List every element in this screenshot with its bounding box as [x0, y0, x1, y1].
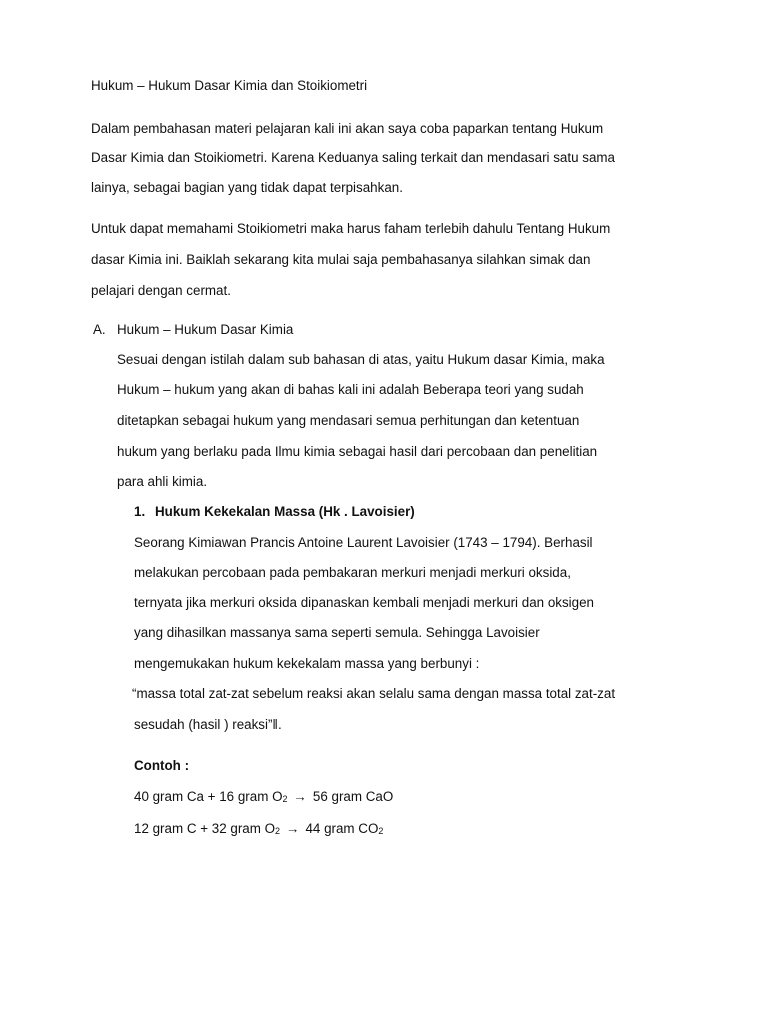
equation-lhs: 40 gram Ca + 16 gram O: [134, 789, 283, 804]
paragraph2-line-1: Untuk dapat memahami Stoikiometri maka harus faham terlebih dahulu Tentang Hukum: [91, 221, 611, 236]
law-quote-line-2: sesudah (hasil ) reaksi”‖.: [134, 717, 282, 732]
subsection-1-marker: 1.: [134, 504, 146, 519]
paragraph2-line-2: dasar Kimia ini. Baiklah sekarang kita mulai saja pembahasanya silahkan simak dan: [91, 252, 591, 267]
subsection-1-line-5: mengemukakan hukum kekekalam massa yang berbunyi :: [134, 656, 480, 671]
equation-rhs: 56 gram CaO: [312, 789, 394, 804]
intro-line-1: Dalam pembahasan materi pelajaran kali ini akan saya coba paparkan tentang Hukum: [91, 121, 604, 136]
subsection-1-line-1: Seorang Kimiawan Prancis Antoine Laurent Lavoisier (1743 – 1794). Berhasil: [134, 535, 593, 550]
section-a-line-4: hukum yang berlaku pada Ilmu kimia sebagai hasil dari percobaan dan penelitian: [117, 444, 598, 459]
equation-lhs-subscript: 2: [282, 794, 288, 804]
section-a-line-2: Hukum – hukum yang akan di bahas kali ini adalah Beberapa teori yang sudah: [117, 382, 584, 397]
subsection-1-line-4: yang dihasilkan massanya sama seperti semula. Sehingga Lavoisier: [134, 625, 540, 640]
section-a-line-1: Sesuai dengan istilah dalam sub bahasan di atas, yaitu Hukum dasar Kimia, maka: [117, 352, 605, 367]
example-equation-2: [134, 821, 383, 838]
reaction-arrow-icon: →: [286, 821, 300, 836]
paragraph2-line-3: pelajari dengan cermat.: [91, 283, 231, 298]
intro-line-3: lainya, sebagai bagian yang tidak dapat terpisahkan.: [91, 180, 403, 195]
section-a-line-5: para ahli kimia.: [117, 474, 208, 489]
equation-rhs-subscript: 2: [378, 826, 384, 836]
intro-line-2: Dasar Kimia dan Stoikiometri. Karena Keduanya saling terkait dan mendasari satu sama: [91, 150, 615, 165]
equation-lhs-subscript: 2: [275, 826, 281, 836]
equation-lhs: 12 gram C + 32 gram O: [134, 821, 276, 836]
subsection-1-heading: Hukum Kekekalan Massa (Hk . Lavoisier): [155, 504, 415, 519]
example-equation-1: [134, 789, 393, 806]
reaction-arrow-icon: →: [293, 789, 307, 804]
document-title: Hukum – Hukum Dasar Kimia dan Stoikiometri: [91, 78, 368, 93]
law-quote-line-1: “massa total zat-zat sebelum reaksi akan selalu sama dengan massa total zat-zat: [132, 686, 616, 701]
section-a-marker: A.: [93, 322, 106, 337]
example-label: Contoh :: [134, 758, 190, 773]
equation-rhs: 44 gram CO: [305, 821, 379, 836]
section-a-heading: Hukum – Hukum Dasar Kimia: [117, 322, 294, 337]
subsection-1-line-3: ternyata jika merkuri oksida dipanaskan kembali menjadi merkuri dan oksigen: [134, 595, 594, 610]
section-a-line-3: ditetapkan sebagai hukum yang mendasari semua perhitungan dan ketentuan: [117, 413, 580, 428]
subsection-1-line-2: melakukan percobaan pada pembakaran merkuri menjadi merkuri oksida,: [134, 565, 571, 580]
